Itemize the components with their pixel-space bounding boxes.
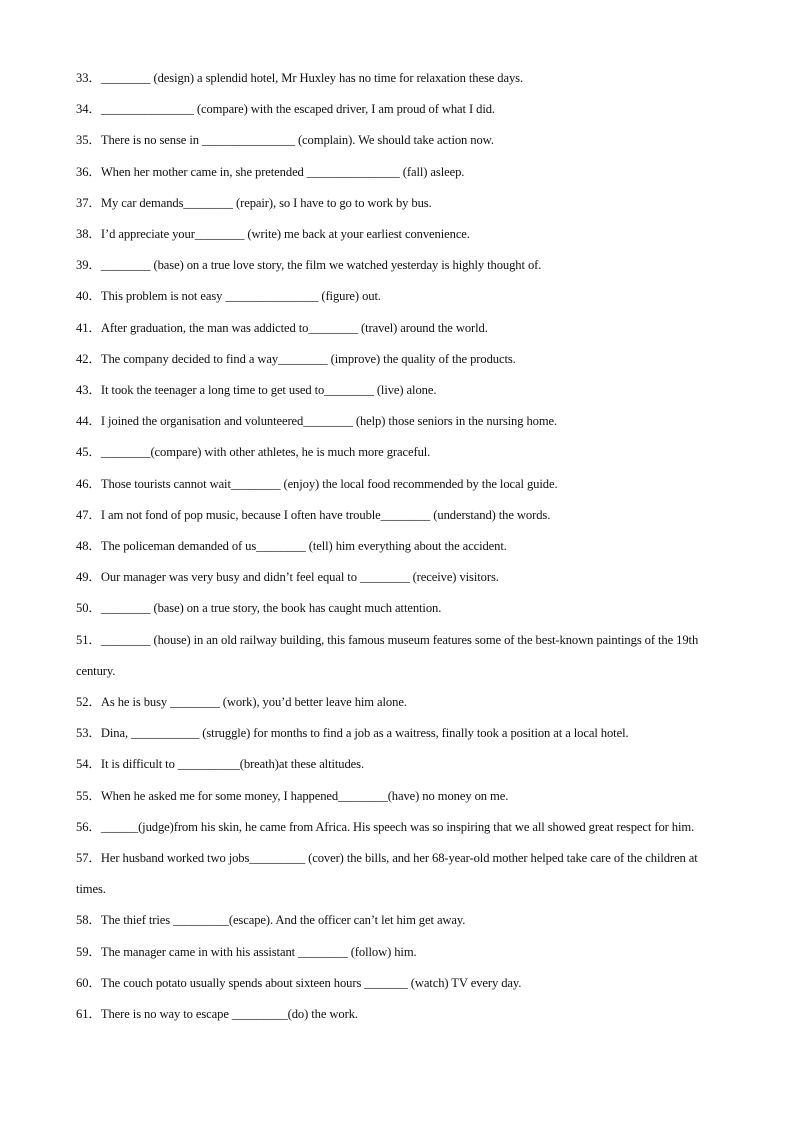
question-text: My car demands________ (repair), so I have to go to work by bus. (100, 195, 432, 210)
question-item (76, 968, 726, 999)
question-item (76, 905, 726, 936)
question-text: ______(judge)from his skin, he came from Africa. His speech was so inspiring that we all showed great respect for him. (100, 819, 695, 834)
question-text: This problem is not easy _______________ (figure) out. (100, 289, 381, 304)
question-number: 47． (76, 507, 101, 522)
question-number: 34． (76, 102, 101, 117)
question-number: 46． (76, 476, 101, 491)
question-item (76, 781, 726, 812)
question-item (76, 625, 726, 687)
question-item (76, 313, 726, 344)
question-item (76, 593, 726, 624)
question-number: 52． (76, 695, 101, 710)
question-item (76, 718, 726, 749)
question-number: 37． (76, 195, 101, 210)
question-item (76, 500, 726, 531)
question-item (76, 94, 726, 125)
question-number: 57． (76, 851, 101, 866)
question-text: I joined the organisation and volunteered________ (help) those seniors in the nursing home. (100, 414, 558, 429)
question-text: I’d appreciate your________ (write) me back at your earliest convenience. (100, 227, 470, 242)
question-number: 40． (76, 289, 101, 304)
question-number: 48． (76, 539, 101, 554)
question-text: Those tourists cannot wait________ (enjoy) the local food recommended by the local guide. (100, 476, 558, 491)
question-text: ________ (design) a splendid hotel, Mr Huxley has no time for relaxation these days. (100, 71, 524, 85)
question-item (76, 157, 726, 188)
question-number: 41． (76, 320, 101, 335)
question-text: ________(compare) with other athletes, he is much more graceful. (100, 445, 431, 460)
question-number: 50． (76, 601, 101, 616)
question-number: 61． (76, 1007, 101, 1022)
question-text: Dina, ___________ (struggle) for months to find a job as a waitress, finally took a position at a local hotel. (100, 726, 629, 741)
question-text: When her mother came in, she pretended _______________ (fall) asleep. (100, 164, 465, 179)
question-number: 53． (76, 726, 101, 741)
question-number: 59． (76, 944, 101, 959)
question-text: The company decided to find a way________ (improve) the quality of the products. (100, 351, 516, 366)
question-item (76, 469, 726, 500)
question-text: ________ (base) on a true love story, the film we watched yesterday is highly thought of. (100, 258, 542, 273)
question-text: Our manager was very busy and didn’t feel equal to ________ (receive) visitors. (100, 570, 499, 585)
question-item (76, 562, 726, 593)
question-item (76, 937, 726, 968)
question-text: The couch potato usually spends about sixteen hours _______ (watch) TV every day. (100, 975, 522, 990)
question-text: As he is busy ________ (work), you’d better leave him alone. (100, 695, 407, 710)
question-item (76, 999, 726, 1030)
question-text: It is difficult to __________(breath)at these altitudes. (100, 757, 365, 772)
question-text: Her husband worked two jobs_________ (cover) the bills, and her 68-year-old mother helped take care of the children at times. (76, 851, 698, 897)
question-item (76, 281, 726, 312)
question-item (76, 125, 726, 156)
question-number: 38． (76, 227, 101, 242)
question-text: There is no sense in _______________ (complain). We should take action now. (100, 133, 494, 148)
question-number: 36． (76, 164, 101, 179)
question-item (76, 531, 726, 562)
question-item (76, 437, 726, 468)
question-number: 39． (76, 258, 101, 273)
question-item (76, 188, 726, 219)
question-item (76, 843, 726, 905)
question-number: 60． (76, 975, 101, 990)
question-item (76, 406, 726, 437)
question-text: ________ (base) on a true story, the book has caught much attention. (100, 601, 442, 616)
question-number: 45． (76, 445, 101, 460)
question-number: 51． (76, 632, 101, 647)
question-text: After graduation, the man was addicted to________ (travel) around the world. (100, 320, 488, 335)
question-list (76, 63, 726, 1030)
question-number: 33． (76, 71, 101, 85)
question-item (76, 344, 726, 375)
question-text: When he asked me for some money, I happened________(have) no money on me. (100, 788, 509, 803)
question-number: 55． (76, 788, 101, 803)
question-item (76, 219, 726, 250)
question-item (76, 63, 726, 94)
question-text: The policeman demanded of us________ (tell) him everything about the accident. (100, 539, 507, 554)
question-item (76, 375, 726, 406)
question-text: ________ (house) in an old railway building, this famous museum features some of the best-known paintings of the 19th century. (76, 632, 699, 678)
question-number: 54． (76, 757, 101, 772)
question-number: 56． (76, 819, 101, 834)
question-text: It took the teenager a long time to get used to________ (live) alone. (100, 383, 437, 398)
question-text: The manager came in with his assistant ________ (follow) him. (100, 944, 417, 959)
question-number: 35． (76, 133, 101, 148)
question-text: _______________ (compare) with the escaped driver, I am proud of what I did. (100, 102, 495, 117)
question-item (76, 687, 726, 718)
question-text: I am not fond of pop music, because I often have trouble________ (understand) the words. (100, 507, 551, 522)
question-number: 42． (76, 351, 101, 366)
question-number: 43． (76, 383, 101, 398)
question-number: 44． (76, 414, 101, 429)
question-item (76, 812, 726, 843)
question-number: 49． (76, 570, 101, 585)
question-item (76, 250, 726, 281)
question-text: There is no way to escape _________(do) the work. (100, 1007, 358, 1022)
question-text: The thief tries _________(escape). And the officer can’t let him get away. (100, 913, 466, 928)
question-item (76, 749, 726, 780)
question-number: 58． (76, 913, 101, 928)
